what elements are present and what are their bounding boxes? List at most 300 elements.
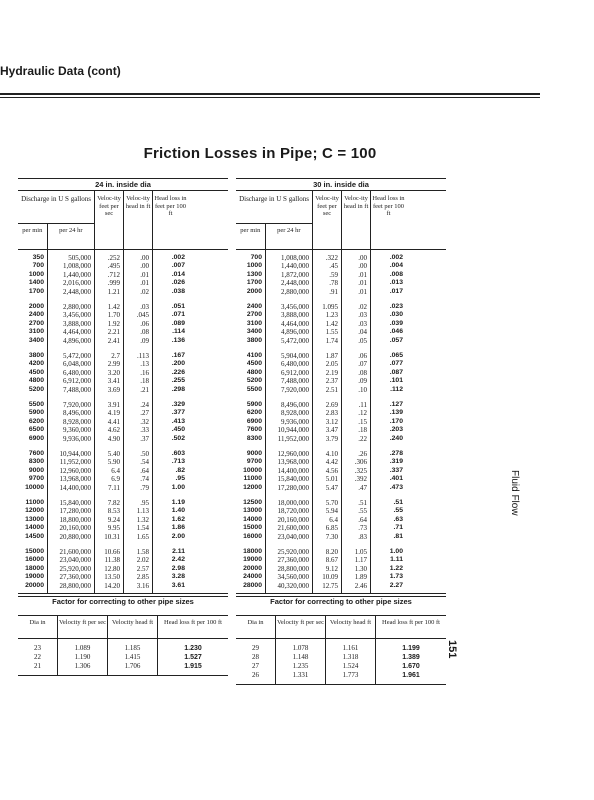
table-cell: 16000: [243, 532, 262, 540]
row-group: [236, 544, 262, 593]
row-group: [236, 495, 262, 544]
factor-cell: 22: [34, 653, 41, 661]
row-group: [153, 250, 185, 299]
table-cell: 2000: [28, 303, 44, 310]
table-cell: .008: [389, 270, 403, 278]
table-cell: 5.40: [107, 450, 120, 458]
table-cell: .95: [140, 499, 149, 507]
table-cell: 19000: [243, 556, 262, 564]
table-cell: .114: [172, 328, 185, 336]
factor-cell: 26: [252, 671, 259, 679]
table-cell: .01: [140, 279, 149, 288]
table-cell: 6200: [28, 417, 44, 425]
table-cell: 6.85: [325, 524, 338, 533]
row-group: [236, 299, 262, 348]
table-cell: 14000: [25, 524, 44, 532]
row-group: [124, 544, 149, 593]
factor-cell: 1.915: [184, 663, 202, 670]
table-cell: 1,872,000: [281, 270, 309, 279]
table-cell: 20000: [243, 564, 262, 572]
table-cell: 20,160,000: [59, 524, 91, 533]
col-velocity-head: [342, 250, 371, 593]
table-cell: 1,440,000: [63, 270, 91, 279]
factor-header: [18, 616, 228, 639]
table-cell: 7.82: [107, 499, 120, 507]
table-cell: 5,472,000: [63, 352, 91, 360]
table-cell: 20,160,000: [277, 515, 309, 524]
table-cell: 2,880,000: [63, 303, 91, 311]
factor-caption: Factor for correcting to other pipe sizes: [18, 596, 228, 616]
table-cell: 10.09: [322, 573, 338, 582]
table-body: [18, 250, 228, 594]
table-cell: 5900: [246, 401, 262, 408]
table-header: [18, 191, 228, 250]
row-group: [313, 397, 338, 446]
table-cell: .203: [389, 426, 403, 434]
table-cell: 2.41: [107, 336, 120, 345]
table-cell: 11,952,000: [59, 458, 91, 467]
table-cell: 4,896,000: [63, 336, 91, 345]
table-cell: 9,936,000: [281, 417, 309, 426]
table-cell: 6,912,000: [63, 377, 91, 386]
table-cell: 5.94: [325, 507, 338, 516]
row-group: [266, 397, 309, 446]
row-group: [371, 397, 403, 446]
row-group: [95, 299, 120, 348]
factor-col-dia: [236, 639, 276, 684]
row-group: [236, 397, 262, 446]
factor-cell: 1.318: [342, 653, 359, 661]
discharge-label: Discharge in U S gallons: [18, 191, 94, 224]
row-group: [371, 544, 403, 593]
table-cell: 2,448,000: [281, 279, 309, 288]
table-cell: 2,448,000: [63, 287, 91, 296]
row-group: [342, 495, 367, 544]
factor-cell: 29: [252, 644, 259, 652]
col-per-24hr: [266, 250, 313, 593]
table-cell: 6900: [246, 417, 262, 425]
table-cell: .167: [171, 352, 185, 359]
table-cell: 18000: [243, 548, 262, 555]
table-cell: 1.22: [389, 564, 403, 572]
header-rule: [0, 93, 540, 95]
table-cell: 2.46: [354, 581, 367, 590]
row-group: [342, 397, 367, 446]
table-cell: 23,040,000: [277, 532, 309, 541]
row-group: [153, 495, 185, 544]
table-cell: .002: [171, 254, 185, 261]
table-cell: 13,968,000: [59, 475, 91, 484]
table-cell: 1.58: [136, 548, 149, 556]
table-cell: 2.11: [172, 548, 185, 555]
velocity-label: Veloc-ity feet per sec: [313, 191, 342, 249]
table-cell: 4500: [28, 368, 44, 376]
table-cell: 9700: [246, 458, 262, 466]
factor-col-velocity: [276, 639, 326, 684]
table-cell: .319: [389, 458, 403, 466]
table-cell: 2,880,000: [281, 287, 309, 296]
table-cell: .039: [389, 319, 403, 327]
table-cell: 12.80: [104, 564, 120, 573]
table-cell: .21: [140, 385, 149, 394]
factor-col-velocity-head: [108, 639, 158, 675]
table-cell: .07: [358, 360, 367, 369]
table-cell: 10,944,000: [277, 426, 309, 435]
row-group: [371, 446, 403, 495]
table-cell: .64: [358, 515, 367, 524]
table-cell: .06: [358, 352, 367, 360]
head-loss-label: Head loss in feet per 100 ft: [372, 195, 405, 217]
friction-table-30in: [236, 178, 446, 594]
row-group: [18, 299, 44, 348]
table-cell: 2.42: [171, 556, 185, 564]
table-cell: 8.53: [107, 507, 120, 516]
table-cell: 2.98: [171, 564, 185, 572]
table-cell: .603: [171, 450, 185, 457]
table-cell: .24: [140, 401, 149, 409]
table-cell: 10,944,000: [59, 450, 91, 458]
table-cell: .03: [358, 311, 367, 320]
table-cell: .37: [140, 434, 149, 443]
factor-cell: 1.148: [292, 653, 309, 661]
table-cell: 8,928,000: [281, 409, 309, 418]
table-cell: 7.30: [325, 532, 338, 541]
table-cell: 700: [32, 262, 44, 270]
table-cell: .200: [171, 360, 185, 368]
table-cell: 1,008,000: [63, 262, 91, 271]
factor-col-head-loss: [158, 639, 228, 675]
row-group: [124, 299, 149, 348]
factor-cell: 1.415: [124, 653, 141, 661]
row-group: [48, 495, 91, 544]
table-cell: .045: [136, 311, 149, 320]
table-cell: 4.42: [325, 458, 338, 467]
row-group: [95, 250, 120, 299]
table-cell: 1.17: [354, 556, 367, 565]
row-group: [153, 348, 185, 397]
table-cell: 4.41: [107, 417, 120, 426]
table-cell: 5,904,000: [281, 352, 309, 360]
table-cell: 3.79: [325, 434, 338, 443]
table-cell: 3,888,000: [63, 319, 91, 328]
table-cell: 4,464,000: [281, 319, 309, 328]
table-cell: 2.02: [136, 556, 149, 565]
table-cell: 3.28: [171, 573, 185, 581]
table-cell: .50: [140, 450, 149, 458]
table-cell: .91: [329, 287, 338, 296]
table-cell: 28,800,000: [59, 581, 91, 590]
table-cell: .81: [393, 532, 403, 540]
row-group: [266, 495, 309, 544]
row-group: [313, 299, 338, 348]
row-group: [95, 397, 120, 446]
table-cell: .413: [171, 417, 185, 425]
table-cell: 3100: [28, 328, 44, 336]
table-cell: 4.56: [325, 466, 338, 475]
table-cell: 1.11: [390, 556, 403, 564]
table-cell: 3100: [246, 319, 262, 327]
table-cell: .170: [389, 417, 403, 425]
factor-velocity-label: Velocity ft per sec: [58, 616, 108, 638]
row-group: [95, 348, 120, 397]
table-cell: 9700: [28, 475, 44, 483]
table-cell: 8,496,000: [63, 409, 91, 418]
table-cell: 6.9: [111, 475, 120, 484]
row-group: [124, 397, 149, 446]
table-cell: .00: [140, 254, 149, 262]
table-cell: 3.41: [107, 377, 120, 386]
row-group: [342, 446, 367, 495]
table-cell: .495: [107, 262, 120, 271]
table-cell: 21,600,000: [59, 548, 91, 556]
table-cell: 3.61: [171, 581, 185, 589]
velocity-head-label: Veloc-ity head in ft: [124, 191, 153, 249]
table-cell: .077: [389, 360, 403, 368]
table-cell: 1.23: [325, 311, 338, 320]
row-group: [48, 348, 91, 397]
row-group: [371, 250, 403, 299]
table-cell: 9,936,000: [63, 434, 91, 443]
factor-cell: 1.961: [402, 672, 420, 679]
factor-col-velocity-head: [326, 639, 376, 684]
table-cell: 24000: [243, 573, 262, 581]
table-cell: 1.89: [354, 573, 367, 582]
table-cell: 1000: [246, 262, 262, 270]
table-cell: .226: [171, 368, 185, 376]
table-cell: 1.21: [107, 287, 120, 296]
col-head-loss: [153, 250, 188, 593]
table-cell: .82: [175, 466, 185, 474]
table-cell: .046: [389, 328, 403, 336]
table-cell: .392: [354, 475, 367, 484]
factor-head-loss-label: Head loss ft per 100 ft: [382, 619, 440, 626]
table-cell: 14,400,000: [277, 466, 309, 475]
table-cell: 10.31: [104, 532, 120, 541]
table-cell: 18,000,000: [277, 499, 309, 507]
col-per-min: [18, 250, 48, 593]
row-group: [371, 348, 403, 397]
table-cell: 3.69: [107, 385, 120, 394]
table-cell: .255: [171, 377, 185, 385]
table-cell: 2.7: [111, 352, 120, 360]
row-group: [266, 544, 309, 593]
factor-cell: 1.078: [292, 644, 309, 652]
row-group: [313, 495, 338, 544]
col-velocity-head: [124, 250, 153, 593]
table-cell: .27: [140, 409, 149, 418]
table-cell: 20,880,000: [59, 532, 91, 541]
row-group: [153, 299, 185, 348]
row-group: [48, 397, 91, 446]
table-cell: 10000: [25, 483, 44, 491]
table-cell: 1.00: [389, 548, 403, 555]
table-cell: 3400: [28, 336, 44, 344]
table-cell: .002: [389, 254, 403, 261]
factor-cell: 1.773: [342, 671, 359, 679]
row-group: [313, 544, 338, 593]
table-cell: 5500: [28, 401, 44, 408]
table-cell: 11,952,000: [277, 434, 309, 443]
table-cell: .03: [140, 303, 149, 311]
table-cell: .73: [358, 524, 367, 533]
row-group: [153, 397, 185, 446]
table-cell: 8,496,000: [281, 401, 309, 409]
table-cell: 9.12: [325, 564, 338, 573]
correction-factor-table-24in: [18, 596, 228, 676]
table-cell: 6500: [28, 426, 44, 434]
table-cell: 1.30: [354, 564, 367, 573]
table-cell: 13,968,000: [277, 458, 309, 467]
col-per-24hr: [48, 250, 95, 593]
table-cell: 34,560,000: [277, 573, 309, 582]
table-cell: .47: [358, 483, 367, 492]
row-group: [153, 446, 185, 495]
table-cell: 1.55: [325, 328, 338, 337]
col-velocity: [95, 250, 124, 593]
table-cell: 7,488,000: [281, 377, 309, 386]
row-group: [236, 446, 262, 495]
table-cell: 5.70: [325, 499, 338, 507]
table-cell: .007: [171, 262, 185, 270]
table-cell: 3800: [28, 352, 44, 359]
table-cell: 4,464,000: [63, 328, 91, 337]
table-cell: 2.83: [325, 409, 338, 418]
table-cell: .59: [329, 270, 338, 279]
table-cell: .09: [140, 336, 149, 345]
table-cell: 2400: [246, 303, 262, 310]
table-cell: 6,480,000: [281, 360, 309, 369]
table-cell: .014: [171, 270, 185, 278]
table-cell: 1.87: [325, 352, 338, 360]
table-cell: 10000: [243, 466, 262, 474]
table-cell: .057: [389, 336, 403, 344]
factor-cell: 1.331: [292, 671, 309, 679]
table-cell: 25,920,000: [277, 548, 309, 556]
table-cell: 18000: [25, 564, 44, 572]
table-cell: 12500: [243, 499, 262, 506]
table-cell: .278: [389, 450, 403, 457]
table-cell: .33: [140, 426, 149, 435]
table-cell: .64: [140, 466, 149, 475]
table-cell: .08: [140, 328, 149, 337]
factor-cell: 1.230: [184, 645, 202, 652]
table-cell: .071: [171, 311, 185, 319]
factor-cell: 1.199: [402, 645, 420, 652]
table-caption: 30 in. inside dia: [236, 178, 446, 191]
table-cell: .322: [325, 254, 338, 262]
table-cell: 5200: [246, 377, 262, 385]
table-cell: 9.24: [107, 515, 120, 524]
table-cell: 1.65: [136, 532, 149, 541]
table-cell: 9000: [28, 466, 44, 474]
table-cell: .26: [358, 450, 367, 458]
table-cell: .06: [140, 319, 149, 328]
table-cell: .63: [393, 515, 403, 523]
factor-header: [236, 616, 446, 639]
table-cell: 4.62: [107, 426, 120, 435]
row-group: [18, 446, 44, 495]
table-cell: 1.00: [171, 483, 185, 491]
factor-col-dia: [18, 639, 58, 675]
table-header: [236, 191, 446, 250]
per-min-label: per min: [236, 224, 266, 249]
table-cell: 4800: [28, 377, 44, 385]
table-cell: 28,800,000: [277, 564, 309, 573]
row-group: [342, 544, 367, 593]
table-cell: 1.54: [136, 524, 149, 533]
table-cell: .325: [354, 466, 367, 475]
table-cell: .95: [175, 475, 185, 483]
row-group: [95, 446, 120, 495]
page-number: 151: [446, 640, 458, 659]
table-cell: .136: [171, 336, 185, 344]
row-group: [48, 250, 91, 299]
table-cell: 4800: [246, 368, 262, 376]
table-cell: 3,456,000: [63, 311, 91, 320]
table-cell: 700: [250, 254, 262, 261]
factor-col-head-loss: [376, 639, 446, 684]
table-cell: 12,960,000: [59, 466, 91, 475]
table-cell: 2.99: [107, 360, 120, 369]
table-cell: 8.67: [325, 556, 338, 565]
table-cell: 13.50: [104, 573, 120, 582]
side-label: Fluid Flow: [509, 470, 520, 516]
table-cell: .01: [358, 270, 367, 279]
col-head-loss: [371, 250, 406, 593]
table-cell: 17,280,000: [277, 483, 309, 492]
table-cell: 17,280,000: [59, 507, 91, 516]
table-cell: .13: [140, 360, 149, 369]
table-cell: 4200: [28, 360, 44, 368]
table-cell: 1.74: [325, 336, 338, 345]
row-group: [236, 348, 262, 397]
per-24hr-label: per 24 hr: [59, 227, 83, 234]
table-cell: .09: [358, 377, 367, 386]
table-cell: 23,040,000: [59, 556, 91, 565]
table-cell: 13000: [25, 515, 44, 523]
table-cell: 2.51: [325, 385, 338, 394]
factor-cell: 1.670: [402, 663, 420, 670]
row-group: [266, 250, 309, 299]
table-cell: 13000: [243, 507, 262, 515]
table-cell: 2.00: [171, 532, 185, 540]
table-cell: .01: [358, 279, 367, 288]
table-cell: 5500: [246, 385, 262, 393]
table-cell: .337: [389, 466, 403, 474]
table-cell: 4500: [246, 360, 262, 368]
factor-velocity-head-label: Velocity head ft: [108, 616, 158, 638]
table-cell: .71: [393, 524, 403, 532]
page-title: Friction Losses in Pipe; C = 100: [143, 145, 377, 162]
table-body: [236, 250, 446, 594]
table-cell: .004: [389, 262, 403, 270]
table-cell: 1.92: [107, 319, 120, 328]
table-cell: 8.20: [325, 548, 338, 556]
table-cell: .00: [358, 254, 367, 262]
table-cell: 8300: [246, 434, 262, 442]
row-group: [371, 299, 403, 348]
table-cell: .252: [107, 254, 120, 262]
table-cell: .473: [389, 483, 403, 491]
head-loss-label: Head loss in feet per 100 ft: [154, 195, 187, 217]
table-cell: .030: [389, 311, 403, 319]
table-cell: 10.66: [104, 548, 120, 556]
factor-head-loss-label: Head loss ft per 100 ft: [164, 619, 222, 626]
row-group: [342, 250, 367, 299]
table-cell: .023: [389, 303, 403, 310]
table-cell: .240: [389, 434, 403, 442]
table-cell: .18: [358, 426, 367, 435]
